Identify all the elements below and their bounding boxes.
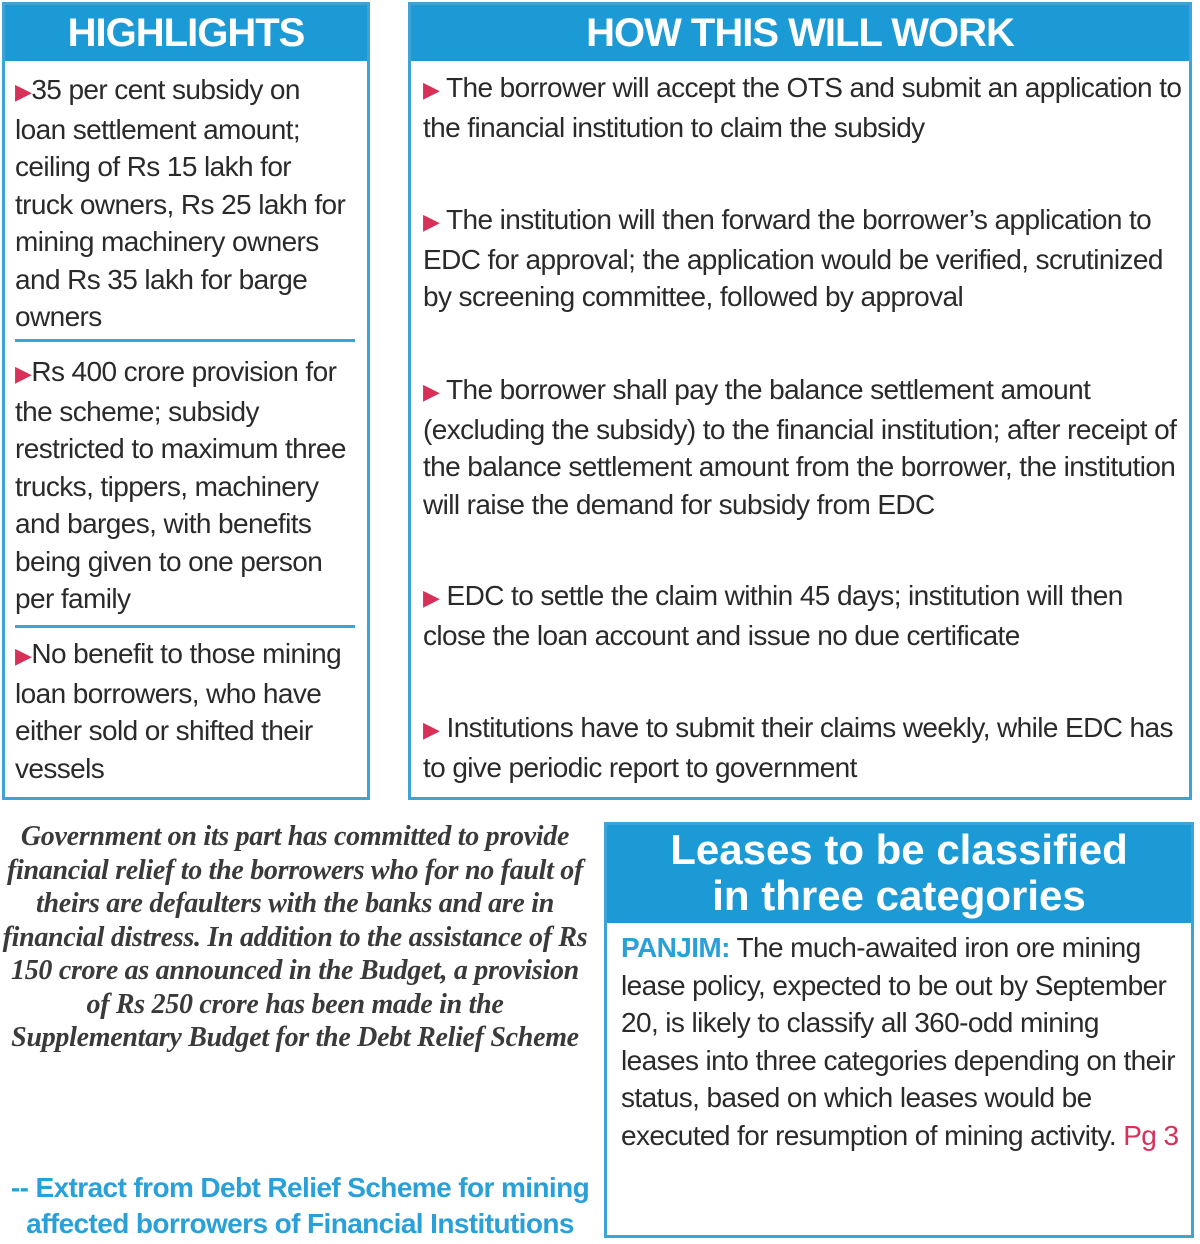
step-item (423, 201, 1183, 316)
step-item (423, 69, 1183, 146)
step-text: EDC to settle the claim within 45 days; institution will then close the loan account and issue no due certificate (423, 580, 1123, 651)
triangle-bullet-icon: ▶ (15, 79, 32, 104)
triangle-bullet-icon: ▶ (15, 643, 32, 668)
leases-story-text (621, 929, 1181, 1154)
leases-story-panel (604, 822, 1194, 1238)
highlights-panel (2, 2, 370, 800)
step-text: The institution will then forward the borrower’s application to EDC for approval; the application would be verified, scrutinized by screening committee, followed by approval (423, 204, 1163, 312)
triangle-bullet-icon: ▶ (423, 717, 440, 742)
pull-quote: Government on its part has committed to provide financial relief to the borrowers who for no fault of theirs are defaulters with the banks and are in financial distress. In addition to the assistance of Rs 150 crore as announced in the Budget, a provision of Rs 250 crore has been made in the Supplementary Budget for the Debt Relief Scheme (2, 821, 588, 1053)
leases-headline-line2: in three categories (712, 872, 1086, 919)
highlight-item (15, 353, 355, 618)
divider (15, 339, 355, 342)
step-item (423, 709, 1183, 786)
step-item (423, 371, 1183, 523)
highlight-text: Rs 400 crore provision for the scheme; subsidy restricted to maximum three trucks, tippers, machinery and barges, with benefits being given to one person per family (15, 356, 346, 614)
triangle-bullet-icon: ▶ (423, 379, 440, 404)
leases-headline-line1: Leases to be classified (670, 826, 1128, 873)
step-text: The borrower shall pay the balance settlement amount (excluding the subsidy) to the financial institution; after receipt of the balance settlement amount from the borrower, the institution will raise the demand for subsidy from EDC (423, 374, 1177, 520)
highlight-text: No benefit to those mining loan borrowers, who have either sold or shifted their vessels (15, 638, 342, 784)
how-it-works-panel (408, 2, 1192, 800)
step-text: Institutions have to submit their claims weekly, while EDC has to give periodic report to government (423, 712, 1173, 783)
page-reference-link[interactable]: Pg 3 (1123, 1119, 1179, 1151)
highlight-text: 35 per cent subsidy on loan settlement amount; ceiling of Rs 15 lakh for truck owners, Rs 25 lakh for mining machinery owners and Rs 35 lakh for barge owners (15, 74, 346, 332)
divider (15, 625, 355, 628)
how-it-works-title: HOW THIS WILL WORK (411, 5, 1189, 61)
leases-headline (607, 825, 1191, 923)
triangle-bullet-icon: ▶ (15, 361, 32, 386)
story-body: The much-awaited iron ore mining lease policy, expected to be out by September 20, is likely to classify all 360-odd mining leases into three categories depending on their status, based on which leases would be executed for resumption of mining activity. (621, 932, 1175, 1151)
step-text: The borrower will accept the OTS and submit an application to the financial institution to claim the subsidy (423, 72, 1182, 143)
triangle-bullet-icon: ▶ (423, 209, 440, 234)
triangle-bullet-icon: ▶ (423, 77, 440, 102)
triangle-bullet-icon: ▶ (423, 585, 440, 610)
step-item (423, 577, 1183, 654)
highlight-item (15, 71, 355, 336)
highlight-item (15, 635, 355, 787)
dateline: PANJIM: (621, 932, 730, 963)
quote-source: -- Extract from Debt Relief Scheme for mining affected borrowers of Financial Institutions (10, 1172, 590, 1239)
highlights-title: HIGHLIGHTS (5, 5, 367, 61)
